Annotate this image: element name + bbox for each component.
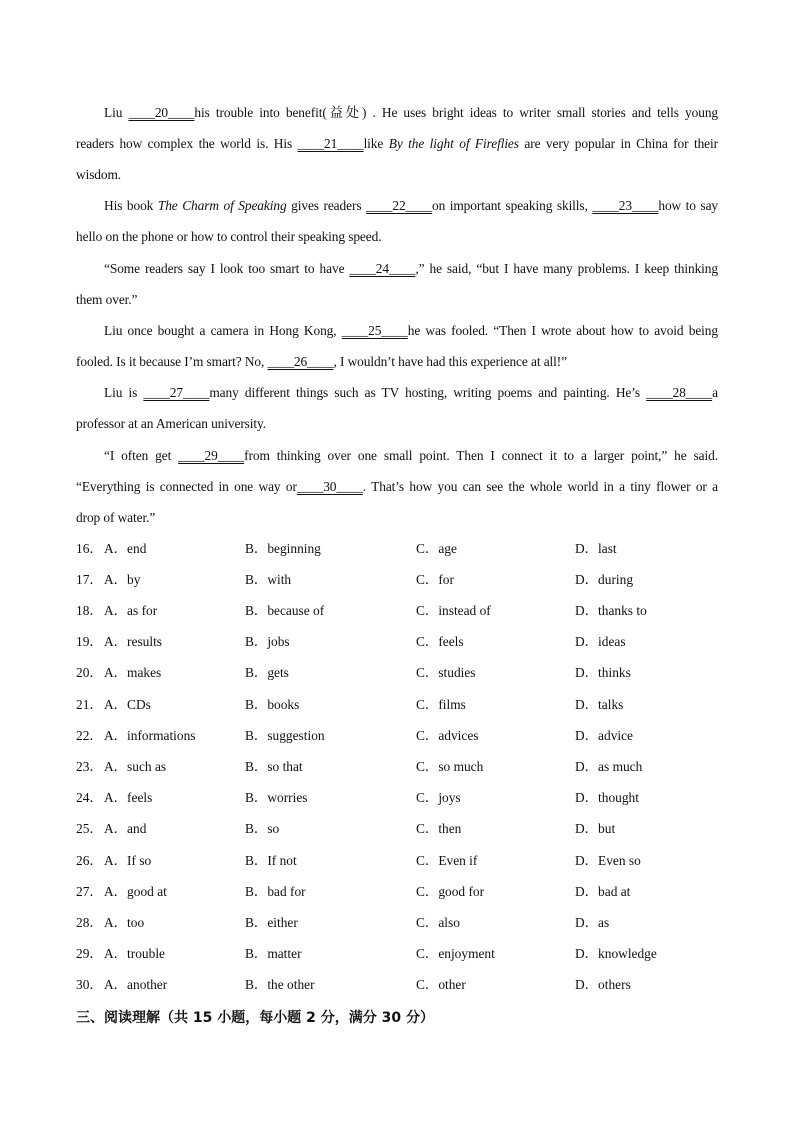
option-b[interactable]: B．beginning (245, 541, 321, 556)
option-d[interactable]: D．Even so (575, 853, 641, 868)
option-a[interactable]: A．as for (104, 603, 158, 618)
question-number: 20． (76, 665, 103, 680)
option-c[interactable]: C．instead of (416, 603, 491, 618)
option-b[interactable]: B．worries (245, 790, 308, 805)
question-row-17 (76, 570, 718, 590)
option-c[interactable]: C．age (416, 541, 457, 556)
option-c[interactable]: C．so much (416, 759, 484, 774)
blank-28: ____28____ (646, 385, 713, 400)
option-c[interactable]: C．joys (416, 790, 461, 805)
option-a[interactable]: A．makes (104, 665, 162, 680)
option-a[interactable]: A．another (104, 977, 168, 992)
option-b[interactable]: B．the other (245, 977, 315, 992)
line: His book The Charm of Speaking gives readers ____22____on important speaking skills, ____23____how to say (104, 198, 719, 213)
line: “Some readers say I look too smart to have ____24____,” he said, “but I have many problems. I keep thinking (104, 261, 718, 276)
option-c[interactable]: C．then (416, 821, 462, 836)
blank-29: ____29____ (178, 448, 245, 463)
option-d[interactable]: D．but (575, 821, 616, 836)
question-row-20 (76, 663, 718, 683)
option-b[interactable]: B．matter (245, 946, 302, 961)
question-number: 30． (76, 977, 103, 992)
option-b[interactable]: B．suggestion (245, 728, 325, 743)
blank-25: ____25____ (341, 323, 408, 338)
question-row-30 (76, 975, 718, 995)
book-title: By the light of Fireflies (388, 136, 519, 151)
question-number: 19． (76, 634, 103, 649)
option-d[interactable]: D．knowledge (575, 946, 657, 961)
blank-23: ____23____ (592, 198, 659, 213)
line: drop of water.” (76, 510, 156, 525)
option-d[interactable]: D．advice (575, 728, 634, 743)
option-a[interactable]: A．end (104, 541, 147, 556)
question-row-27 (76, 882, 718, 902)
question-number: 25． (76, 821, 103, 836)
question-row-24 (76, 788, 718, 808)
question-row-29 (76, 944, 718, 964)
option-a[interactable]: A．CDs (104, 697, 151, 712)
question-row-28 (76, 913, 718, 933)
line: “I often get ____29____from thinking over one small point. Then I connect it to a larger point,” he said. (104, 448, 718, 463)
option-d[interactable]: D．bad at (575, 884, 631, 899)
passage-paragraph-6 (76, 440, 718, 533)
line: them over.” (76, 292, 138, 307)
option-c[interactable]: C．for (416, 572, 454, 587)
option-b[interactable]: B．gets (245, 665, 289, 680)
line: fooled. Is it because I’m smart? No, ____26____, I wouldn’t have had this experience at all!” (76, 354, 567, 369)
option-b[interactable]: B．so (245, 821, 280, 836)
option-b[interactable]: B．bad for (245, 884, 306, 899)
line: wisdom. (76, 167, 122, 182)
blank-26: ____26____ (267, 354, 334, 369)
option-d[interactable]: D．thought (575, 790, 639, 805)
option-b[interactable]: B．If not (245, 853, 297, 868)
option-a[interactable]: A．by (104, 572, 141, 587)
option-c[interactable]: C．advices (416, 728, 479, 743)
question-number: 16． (76, 541, 103, 556)
option-a[interactable]: A．such as (104, 759, 167, 774)
option-a[interactable]: A．and (104, 821, 147, 836)
option-d[interactable]: D．as much (575, 759, 643, 774)
option-a[interactable]: A．good at (104, 884, 167, 899)
question-row-18 (76, 601, 718, 621)
question-number: 17． (76, 572, 103, 587)
option-c[interactable]: C．enjoyment (416, 946, 495, 961)
question-number: 29． (76, 946, 103, 961)
option-a[interactable]: A．feels (104, 790, 153, 805)
option-a[interactable]: A．If so (104, 853, 152, 868)
question-row-21 (76, 695, 718, 715)
option-a[interactable]: A．results (104, 634, 163, 649)
blank-22: ____22____ (366, 198, 432, 213)
question-row-16 (76, 539, 718, 559)
book-title: The Charm of Speaking (157, 198, 287, 213)
question-row-23 (76, 757, 718, 777)
option-c[interactable]: C．studies (416, 665, 476, 680)
question-number: 22． (76, 728, 103, 743)
line: Liu ____20____his trouble into benefit(益处) . He uses bright ideas to writer small stories and tells young (104, 105, 719, 120)
question-number: 23． (76, 759, 103, 774)
option-b[interactable]: B．books (245, 697, 300, 712)
option-d[interactable]: D．as (575, 915, 610, 930)
option-d[interactable]: D．last (575, 541, 617, 556)
option-c[interactable]: C．other (416, 977, 466, 992)
blank-21: ____21____ (297, 136, 364, 151)
option-c[interactable]: C．films (416, 697, 466, 712)
option-d[interactable]: D．thanks to (575, 603, 647, 618)
option-d[interactable]: D．others (575, 977, 631, 992)
option-b[interactable]: B．because of (245, 603, 325, 618)
option-c[interactable]: C．good for (416, 884, 485, 899)
option-a[interactable]: A．trouble (104, 946, 165, 961)
question-number: 21． (76, 697, 103, 712)
line: “Everything is connected in one way or____30____. That’s how you can see the whole world in a tiny flower or a (76, 479, 718, 494)
section-title: 三、阅读理解（共 15 小题，每小题 2 分，满分 30 分） (76, 1010, 434, 1026)
passage-paragraph-1 (76, 97, 718, 190)
passage-paragraph-2 (76, 190, 718, 252)
option-b[interactable]: B．so that (245, 759, 303, 774)
option-c[interactable]: C．also (416, 915, 460, 930)
option-c[interactable]: C．feels (416, 634, 464, 649)
option-d[interactable]: D．thinks (575, 665, 631, 680)
question-row-26 (76, 851, 718, 871)
line: readers how complex the world is. His ____21____like By the light of Fireflies are very popular in China for their (76, 136, 718, 151)
line: hello on the phone or how to control their speaking speed. (76, 229, 382, 244)
blank-20: ____20____ (128, 105, 195, 120)
option-d[interactable]: D．talks (575, 697, 624, 712)
question-row-22 (76, 726, 718, 746)
line: Liu is ____27____many different things such as TV hosting, writing poems and painting. He’s ____28____a (104, 385, 718, 400)
passage-paragraph-5 (76, 377, 718, 439)
passage-paragraph-3 (76, 253, 718, 315)
option-b[interactable]: B．either (245, 915, 298, 930)
question-number: 18． (76, 603, 103, 618)
question-number: 26． (76, 853, 103, 868)
option-a[interactable]: A．too (104, 915, 145, 930)
option-b[interactable]: B．jobs (245, 634, 290, 649)
question-row-25 (76, 819, 718, 839)
option-b[interactable]: B．with (245, 572, 292, 587)
line: Liu once bought a camera in Hong Kong, ____25____he was fooled. “Then I wrote about how to avoid being (104, 323, 718, 338)
question-number: 28． (76, 915, 103, 930)
blank-30: ____30____ (296, 479, 363, 494)
line: professor at an American university. (76, 416, 267, 431)
option-d[interactable]: D．ideas (575, 634, 626, 649)
question-row-19 (76, 632, 718, 652)
question-number: 27． (76, 884, 103, 899)
option-a[interactable]: A．informations (104, 728, 196, 743)
passage-paragraph-4 (76, 315, 718, 377)
blank-24: ____24____ (349, 261, 416, 276)
option-c[interactable]: C．Even if (416, 853, 478, 868)
blank-27: ____27____ (143, 385, 210, 400)
option-d[interactable]: D．during (575, 572, 634, 587)
question-number: 24． (76, 790, 103, 805)
